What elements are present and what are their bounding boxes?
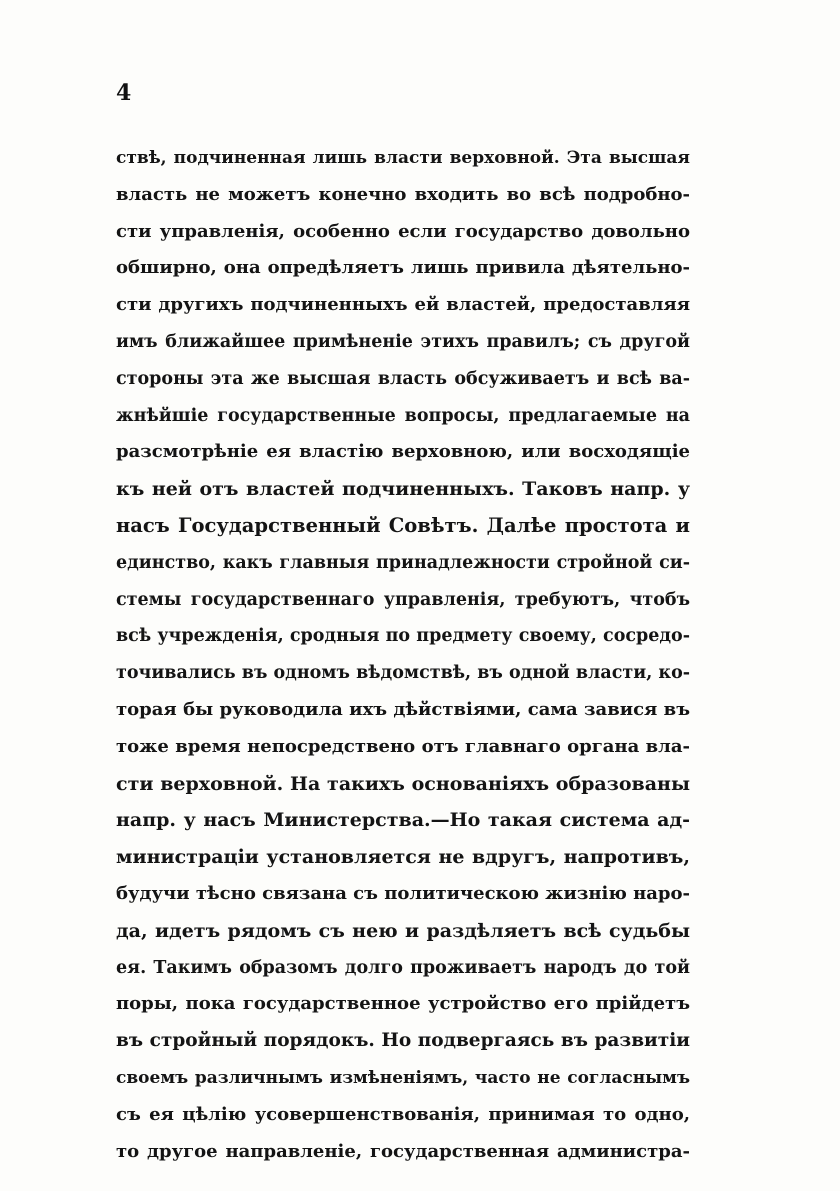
text-line: сти другихъ подчиненныхъ ей властей, предоставляя [116, 294, 690, 316]
text-line: къ ней отъ властей подчиненныхъ. Таковъ напр. у [116, 478, 690, 501]
text-line: министраціи установляется не вдругъ, напротивъ, [116, 846, 690, 869]
text-line: напр. у насъ Министерства.—Но такая система ад- [116, 809, 690, 832]
text-line: тоже время непосредствено отъ главнаго органа вла- [116, 735, 690, 757]
text-line: своемъ различнымъ измѣненіямъ, часто не согласнымъ [116, 1067, 690, 1088]
text-line: съ ея цѣлію усовершенствованія, принимая то одно, [116, 1103, 690, 1125]
text-line: обширно, она опредѣляетъ лишь привила дѣятельно- [116, 257, 690, 279]
page-number: 4 [116, 80, 132, 106]
text-line: власть не можетъ конечно входить во всѣ подробно- [116, 183, 690, 205]
text-line: жнѣйшіе государственные вопросы, предлагаемые на [116, 405, 690, 426]
text-line: будучи тѣсно связана съ политическою жизнію наро- [116, 882, 690, 904]
text-line: всѣ учрежденія, сродныя по предмету своему, сосредо- [116, 626, 690, 647]
text-line: ствѣ, подчиненная лишь власти верховной. Эта высшая [116, 148, 690, 168]
text-line: поры, пока государственное устройство его прійдетъ [116, 993, 690, 1015]
text-line: въ стройный порядокъ. Но подвергаясь въ развитіи [116, 1030, 690, 1052]
text-line: сти управленія, особенно если государство довольно [116, 220, 690, 242]
text-line: насъ Государственный Совѣтъ. Далѣе простота и [116, 513, 690, 537]
text-line: стороны эта же высшая власть обсуживаетъ и всѣ ва- [116, 368, 690, 389]
text-line: то другое направленіе, государственная администра- [116, 1140, 690, 1162]
text-line: имъ ближайшее примѣненіе этихъ правилъ; съ другой [116, 331, 690, 352]
text-line: да, идетъ рядомъ съ нею и раздѣляетъ всѣ судьбы [116, 919, 690, 942]
text-line: точивались въ одномъ вѣдомствѣ, въ одной власти, ко- [116, 663, 690, 684]
text-line: единство, какъ главныя принадлежности стройной си- [116, 552, 690, 573]
text-line: торая бы руководила ихъ дѣйствіями, сама завися въ [116, 698, 690, 720]
text-line: стемы государственнаго управленія, требуютъ, чтобъ [116, 589, 690, 610]
text-line: разсмотрѣніе ея властію верховною, или восходящіе [116, 441, 690, 463]
body-text [116, 140, 690, 1170]
text-line: ея. Такимъ образомъ долго проживаетъ народъ до той [116, 957, 690, 978]
text-line: сти верховной. На такихъ основаніяхъ образованы [116, 772, 690, 795]
